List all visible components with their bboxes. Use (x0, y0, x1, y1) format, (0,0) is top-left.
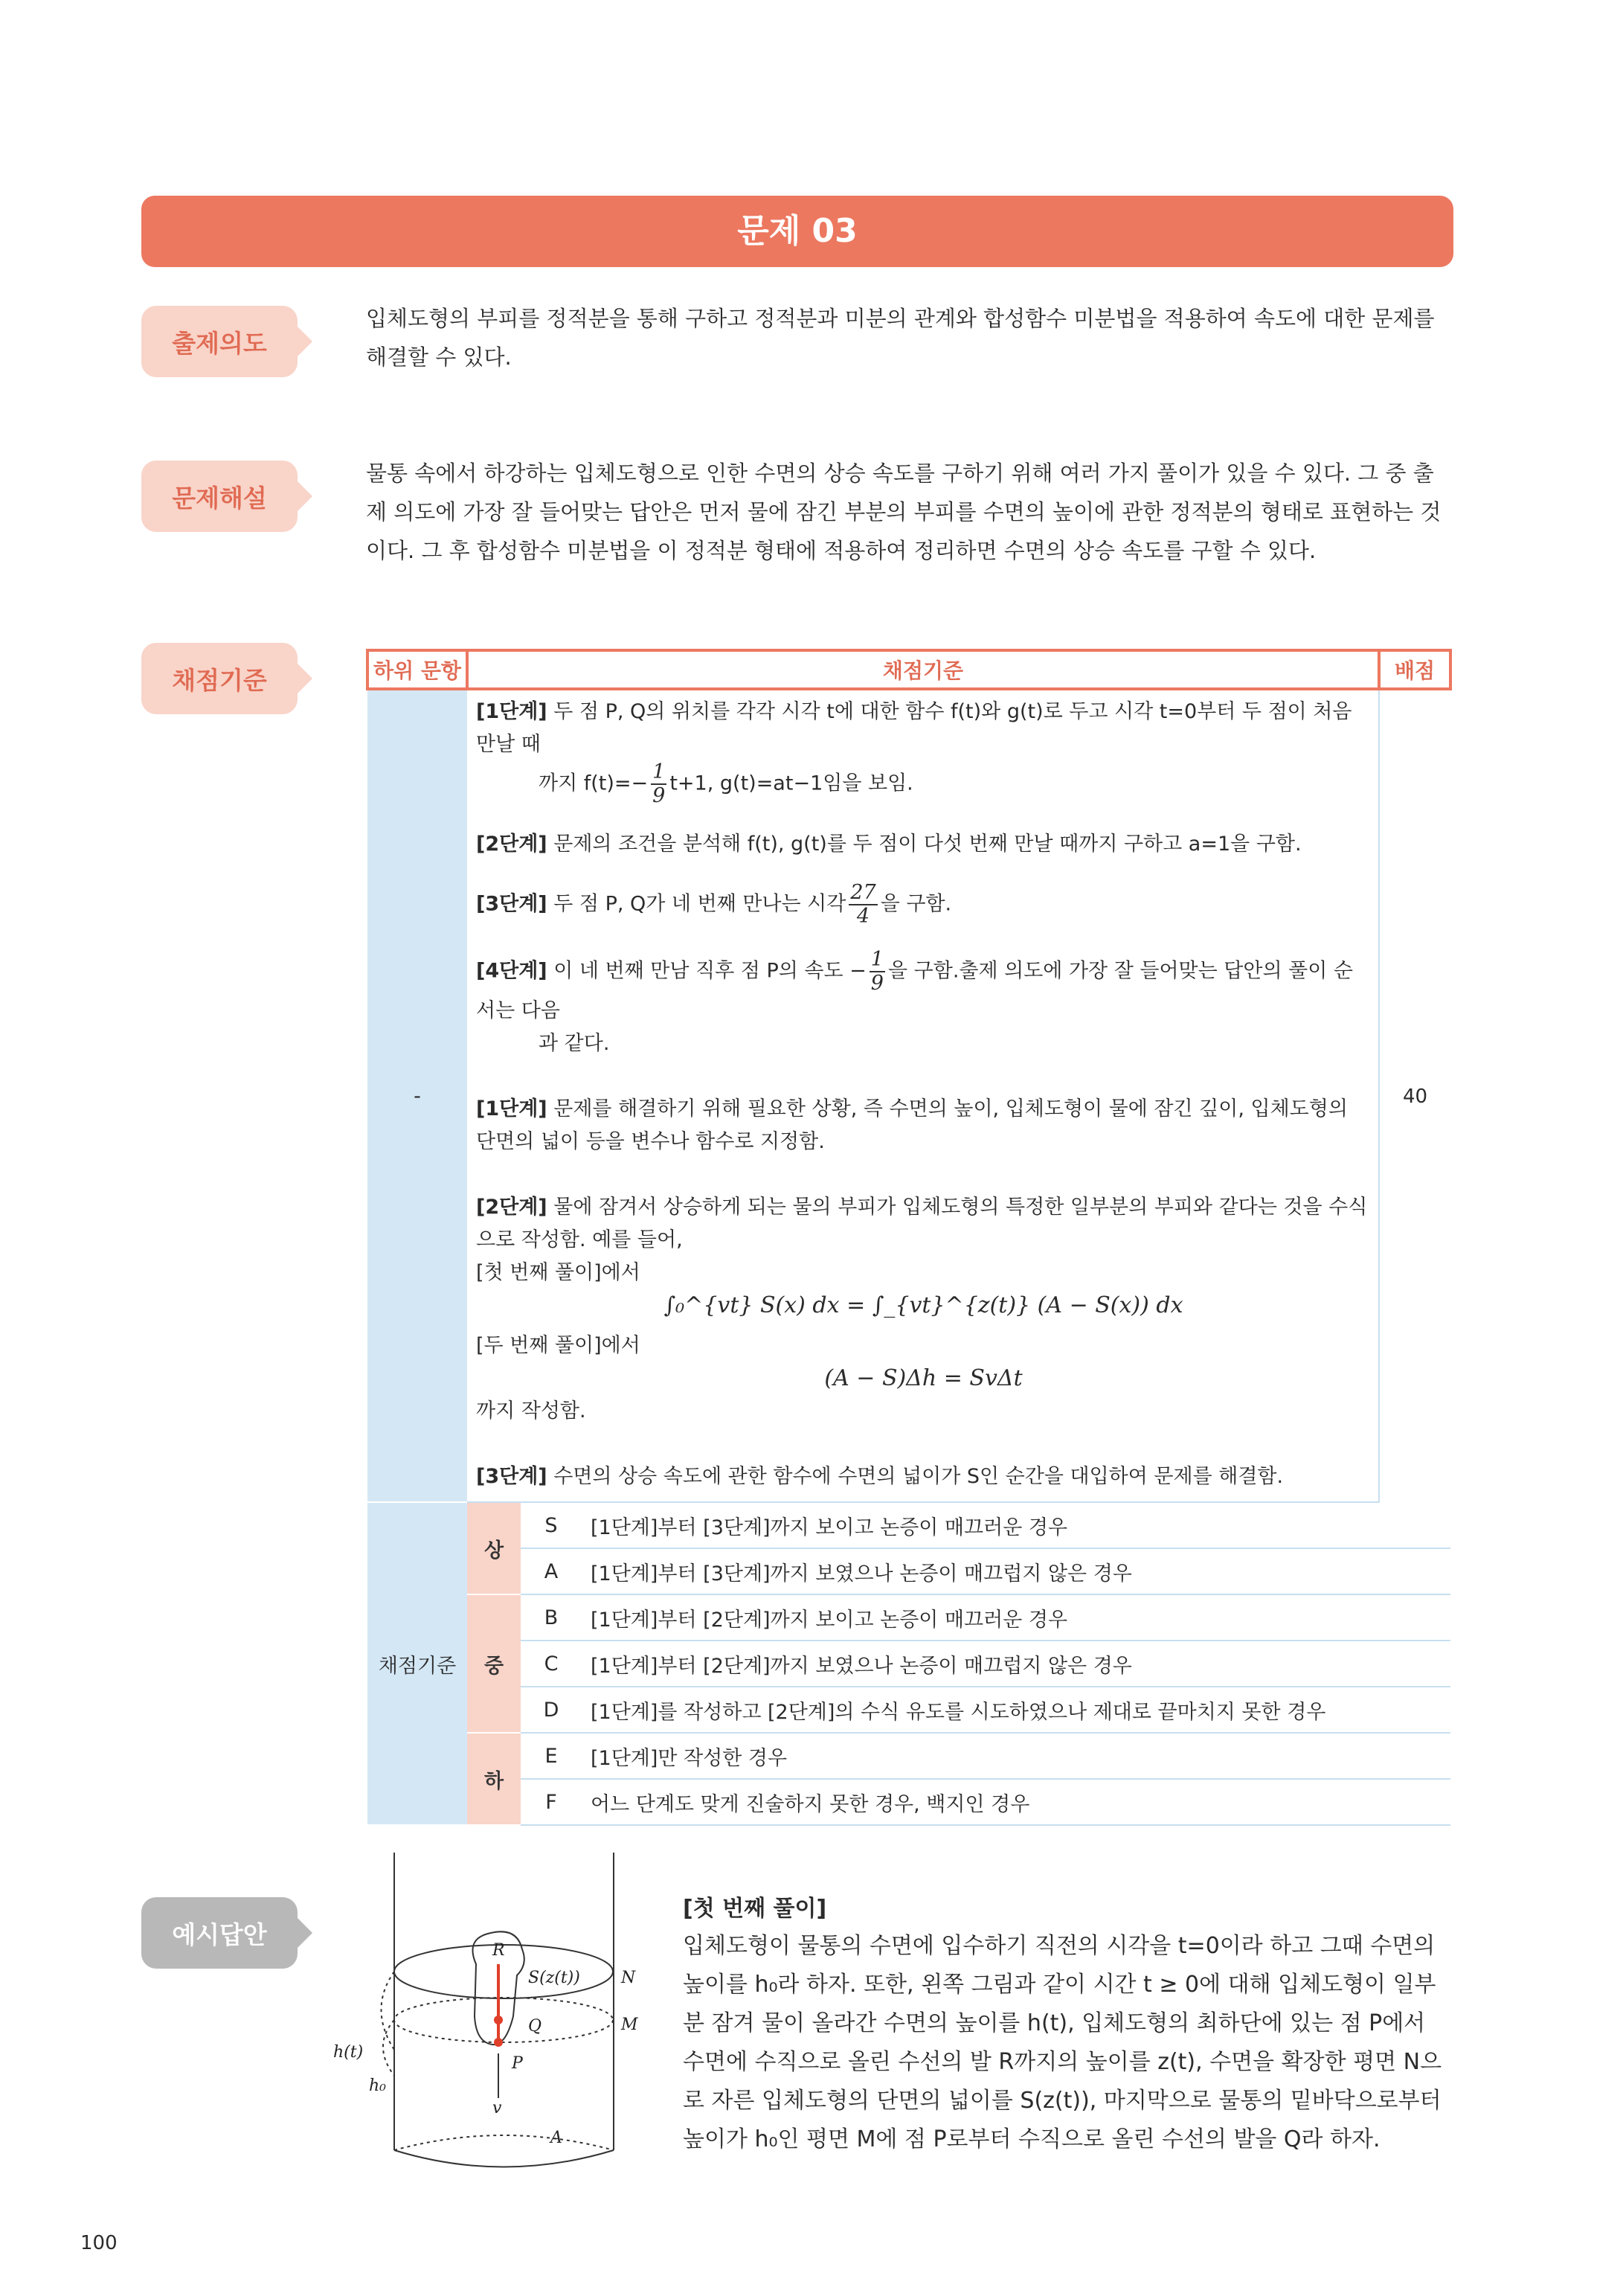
rubric-header-score: 배점 (1379, 650, 1450, 689)
rubric-table (366, 649, 1452, 1826)
step-text: 두 점 P, Q의 위치를 각각 시각 t에 대한 함수 f(t)와 g(t)로 두고 시각 t=0부터 두 점이 처음 만날 때 (476, 700, 1352, 756)
rubric-header-criteria: 채점기준 (467, 650, 1379, 689)
step-text: 을 구함. (880, 892, 952, 916)
step-text: 을 구함.출제 의도에 가장 잘 들어맞는 답안의 풀이 순서는 다음 (476, 959, 1353, 1022)
fraction: $\frac{27}{4}$ (850, 881, 876, 928)
step-3 (476, 882, 1371, 928)
label-A: A (550, 2129, 562, 2147)
step-label: [2단계] (476, 833, 547, 856)
step-text: 수면의 상승 속도에 관한 함수에 수면의 넓이가 S인 순간을 대입하여 문제를 해결함. (553, 1465, 1284, 1488)
formula-difference: (A − S)Δh = SvΔt (824, 1365, 1023, 1391)
example-tag: 예시답안 (141, 1897, 298, 1969)
rubric-header-sub: 하위 문항 (367, 650, 467, 689)
step-text: 문제를 해결하기 위해 필요한 상황, 즉 수면의 높이, 입체도형이 물에 잠긴 깊이, 입체도형의 단면의 넓이 등을 변수나 함수로 지정함. (476, 1097, 1348, 1153)
grade-desc: [1단계]부터 [2단계]까지 보였으나 논증이 매끄럽지 않은 경우 (582, 1641, 1450, 1687)
step-1b (476, 1093, 1371, 1158)
grade-D: D (521, 1687, 582, 1733)
grade-desc: [1단계]부터 [3단계]까지 보였으나 논증이 매끄럽지 않은 경우 (582, 1548, 1450, 1594)
step-label: [1단계] (476, 700, 547, 723)
step-text: t+1, g(t)=at−1임을 보임. (669, 772, 913, 795)
grade-F: F (521, 1779, 582, 1825)
step-1 (476, 696, 1371, 807)
grade-desc: [1단계]부터 [2단계]까지 보이고 논증이 매끄러운 경우 (582, 1594, 1450, 1641)
grade-B: B (521, 1594, 582, 1641)
step-2b (476, 1191, 1371, 1428)
label-Q: Q (528, 2017, 542, 2036)
solution-text: 입체도형이 물통의 수면에 입수하기 직전의 시각을 t=0이라 하고 그때 수면의 높이를 h₀라 하자. 또한, 왼쪽 그림과 같이 시간 t ≥ 0에 대해 입체도형이 일부분 잠겨 물이 올라간 수면의 높이를 h(t), 입체도형의 최하단에 있는 점 P에서 수면에 수직으로 올린 수선의 발 R까지의 높이를 z(t), 수면을 확장한 평면 N으로 자른 입체도형의 단면의 넓이를 S(z(t)), 마지막으로 물통의 밑바닥으로부터 높이가 h₀인 평면 M에 점 P로부터 수직으로 올린 수선의 발을 Q라 하자. (683, 1933, 1442, 2152)
label-ht: h(t) (333, 2043, 364, 2062)
grade-desc: [1단계]를 작성하고 [2단계]의 수식 유도를 시도하였으나 제대로 끝마치지 못한 경우 (582, 1687, 1450, 1733)
explanation-tag: 문제해설 (141, 461, 298, 532)
rubric-sub-value: - (367, 689, 467, 1502)
step-3b (476, 1460, 1371, 1493)
label-S: S(z(t)) (528, 1969, 580, 1987)
rubric-score-value: 40 (1379, 689, 1450, 1502)
label-h0: h₀ (369, 2077, 386, 2095)
step-label: [4단계] (476, 959, 547, 983)
second-solution-ref: [두 번째 풀이]에서 (476, 1334, 640, 1357)
label-M: M (621, 2016, 638, 2034)
step-4 (476, 949, 1371, 1060)
rubric-criteria (467, 689, 1379, 1502)
label-R: R (492, 1941, 505, 1960)
formula-integral: ∫₀^{vt} S(x) dx = ∫_{vt}^{z(t)} (A − S(x)) dx (663, 1292, 1183, 1318)
step-text: 까지 작성함. (476, 1399, 586, 1423)
step-2 (476, 828, 1371, 861)
solution-title: [첫 번째 풀이] (683, 1896, 827, 1922)
step-text: 물에 잠겨서 상승하게 되는 물의 부피가 입체도형의 특정한 일부분의 부피와 같다는 것을 수식으로 작성함. 예를 들어, (476, 1196, 1368, 1251)
fraction: $\frac{1}{9}$ (652, 760, 666, 807)
step-continuation: 과 같다. (539, 1032, 610, 1055)
step-label: [3단계] (476, 1465, 547, 1488)
grade-desc: 어느 단계도 맞게 진술하지 못한 경우, 백지인 경우 (582, 1779, 1450, 1825)
step-text: 두 점 P, Q가 네 번째 만나는 시각 (553, 892, 846, 916)
step-text: 문제의 조건을 분석해 f(t), g(t)를 두 점이 다섯 번째 만날 때까지 구하고 a=1을 구함. (553, 833, 1302, 856)
rubric-tag: 채점기준 (141, 643, 298, 714)
step-text: 까지 f(t)=− (539, 772, 649, 795)
intent-text: 입체도형의 부피를 정적분을 통해 구하고 정적분과 미분의 관계와 합성함수 미분법을 적용하여 속도에 대한 문제를 해결할 수 있다. (366, 306, 1435, 370)
grade-A: A (521, 1548, 582, 1594)
grade-C: C (521, 1641, 582, 1687)
problem-title-banner: 문제 03 (141, 196, 1453, 267)
page-number: 100 (80, 2232, 118, 2254)
step-text: 이 네 번째 만남 직후 점 P의 속도 − (553, 959, 867, 983)
grade-E: E (521, 1733, 582, 1779)
cylinder-diagram (327, 1853, 655, 2172)
intent-tag: 출제의도 (141, 306, 298, 377)
step-label: [3단계] (476, 892, 547, 916)
explanation-text: 물통 속에서 하강하는 입체도형으로 인한 수면의 상승 속도를 구하기 위해 여러 가지 풀이가 있을 수 있다. 그 중 출제 의도에 가장 잘 들어맞는 답안은 먼저 물에 잠긴 부분의 부피를 수면의 높이에 관한 정적분의 형태로 표현하는 것이다. 그 후 합성함수 미분법을 이 정적분 형태에 적용하여 정리하면 수면의 상승 속도를 구할 수 있다. (366, 461, 1442, 563)
label-P: P (512, 2054, 523, 2073)
level-high: 상 (467, 1502, 521, 1594)
first-solution-ref: [첫 번째 풀이]에서 (476, 1261, 640, 1284)
step-continuation (476, 761, 1371, 807)
fraction: $\frac{1}{9}$ (870, 948, 884, 995)
step-label: [2단계] (476, 1196, 547, 1219)
grading-label: 채점기준 (367, 1502, 467, 1825)
grade-S: S (521, 1502, 582, 1548)
label-v: v (492, 2099, 502, 2117)
grade-desc: [1단계]만 작성한 경우 (582, 1733, 1450, 1779)
level-low: 하 (467, 1733, 521, 1825)
level-mid: 중 (467, 1594, 521, 1733)
step-label: [1단계] (476, 1097, 547, 1120)
grade-desc: [1단계]부터 [3단계]까지 보이고 논증이 매끄러운 경우 (582, 1502, 1450, 1548)
label-N: N (621, 1969, 636, 1987)
